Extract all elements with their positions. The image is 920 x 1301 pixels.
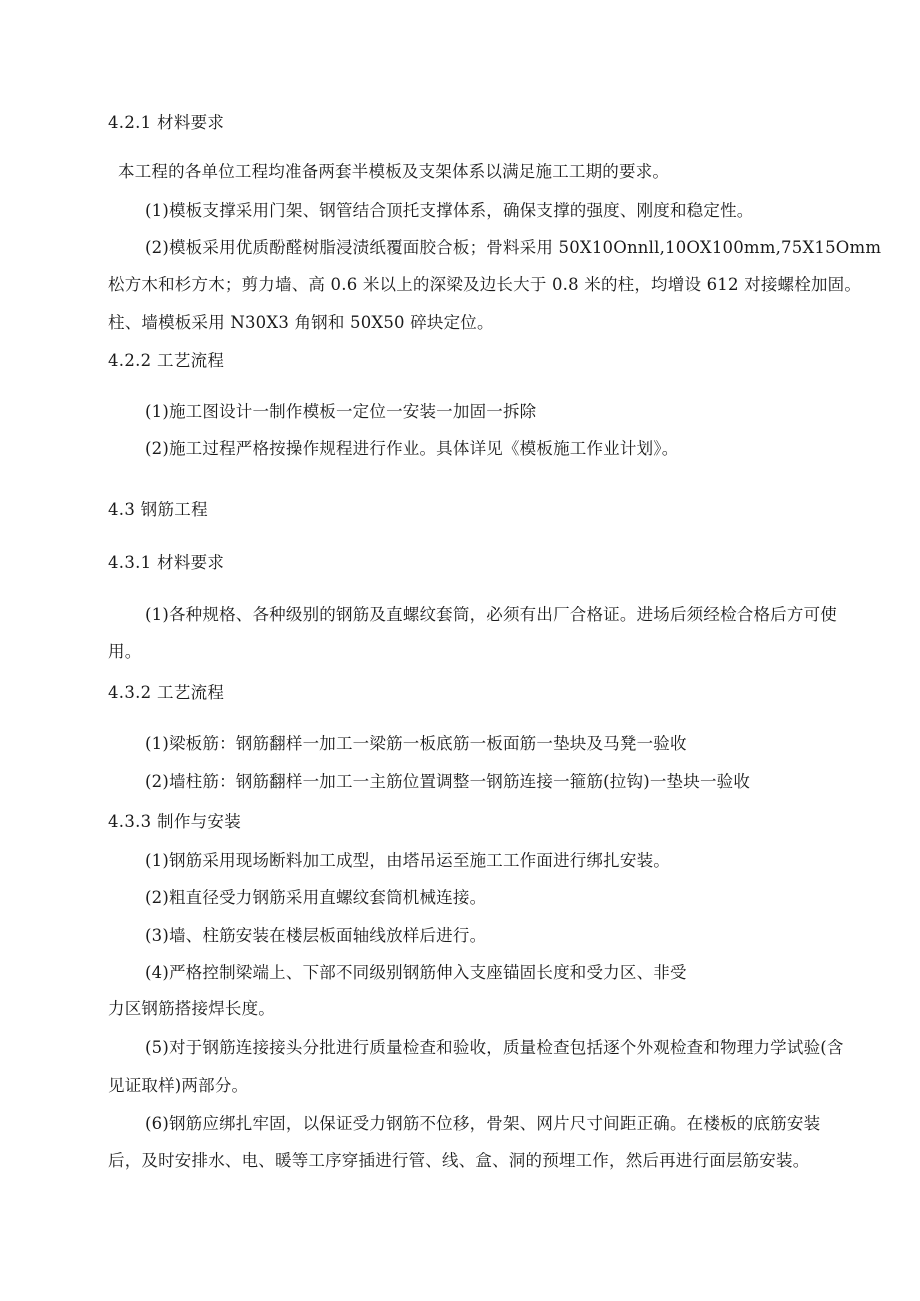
paragraph-line: (1)钢筋采用现场断料加工成型，由塔吊运至施工工作面进行绑扎安装。 [145,851,670,870]
paragraph-line: (1)各种规格、各种级别的钢筋及直螺纹套筒，必须有出厂合格证。进场后须经检合格后方可使 [145,605,837,624]
paragraph-line: 本工程的各单位工程均准备两套半模板及支架体系以满足施工工期的要求。 [118,162,670,181]
section-heading-4-3-1: 4.3.1 材料要求 [108,553,225,572]
paragraph-line: 松方木和杉方木；剪力墙、高 0.6 米以上的深梁及边长大于 0.8 米的柱，均增设 612 对接螺栓加固。 [108,275,862,294]
section-heading-4-2-1: 4.2.1 材料要求 [108,113,225,132]
section-heading-4-3-3: 4.3.3 制作与安装 [108,812,242,831]
paragraph-line: 力区钢筋搭接焊长度。 [108,999,275,1018]
section-heading-4-3-2: 4.3.2 工艺流程 [108,683,225,702]
section-heading-4-3: 4.3 钢筋工程 [108,500,208,519]
paragraph-line: (1)模板支撑采用门架、钢管结合顶托支撑体系，确保支撑的强度、刚度和稳定性。 [145,201,754,220]
paragraph-line: 见证取样)两部分。 [108,1076,249,1095]
paragraph-line: 后，及时安排水、电、暖等工序穿插进行管、线、盒、洞的预埋工作，然后再进行面层筋安装。 [108,1151,810,1170]
paragraph-line: 柱、墙模板采用 N30X3 角钢和 50X50 碎块定位。 [108,313,494,332]
paragraph-line: (2)模板采用优质酚醛树脂浸渍纸覆面胶合板；骨料采用 50X10Onnll,10OX100mm,75X15Omm [145,238,882,257]
paragraph-line: (4)严格控制梁端上、下部不同级别钢筋伸入支座锚固长度和受力区、非受 [145,963,687,982]
paragraph-line: (2)粗直径受力钢筋采用直螺纹套筒机械连接。 [145,888,487,907]
paragraph-line: (2)施工过程严格按操作规程进行作业。具体详见《模板施工作业计划》。 [145,439,679,458]
paragraph-line: (5)对于钢筋连接接头分批进行质量检查和验收，质量检查包括逐个外观检查和物理力学试验(含 [145,1038,844,1057]
paragraph-line: (2)墙柱筋：钢筋翻样一加工一主筋位置调整一钢筋连接一箍筋(拉钩)一垫块一验收 [145,772,751,791]
section-heading-4-2-2: 4.2.2 工艺流程 [108,351,225,370]
paragraph-line: (6)钢筋应绑扎牢固，以保证受力钢筋不位移，骨架、网片尺寸间距正确。在楼板的底筋安装 [145,1114,821,1133]
paragraph-line: (1)梁板筋：钢筋翻样一加工一梁筋一板底筋一板面筋一垫块及马凳一验收 [145,734,687,753]
paragraph-line: (3)墙、柱筋安装在楼层板面轴线放样后进行。 [145,926,487,945]
paragraph-line: (1)施工图设计一制作模板一定位一安装一加固一拆除 [145,402,537,421]
paragraph-line: 用。 [108,642,142,661]
